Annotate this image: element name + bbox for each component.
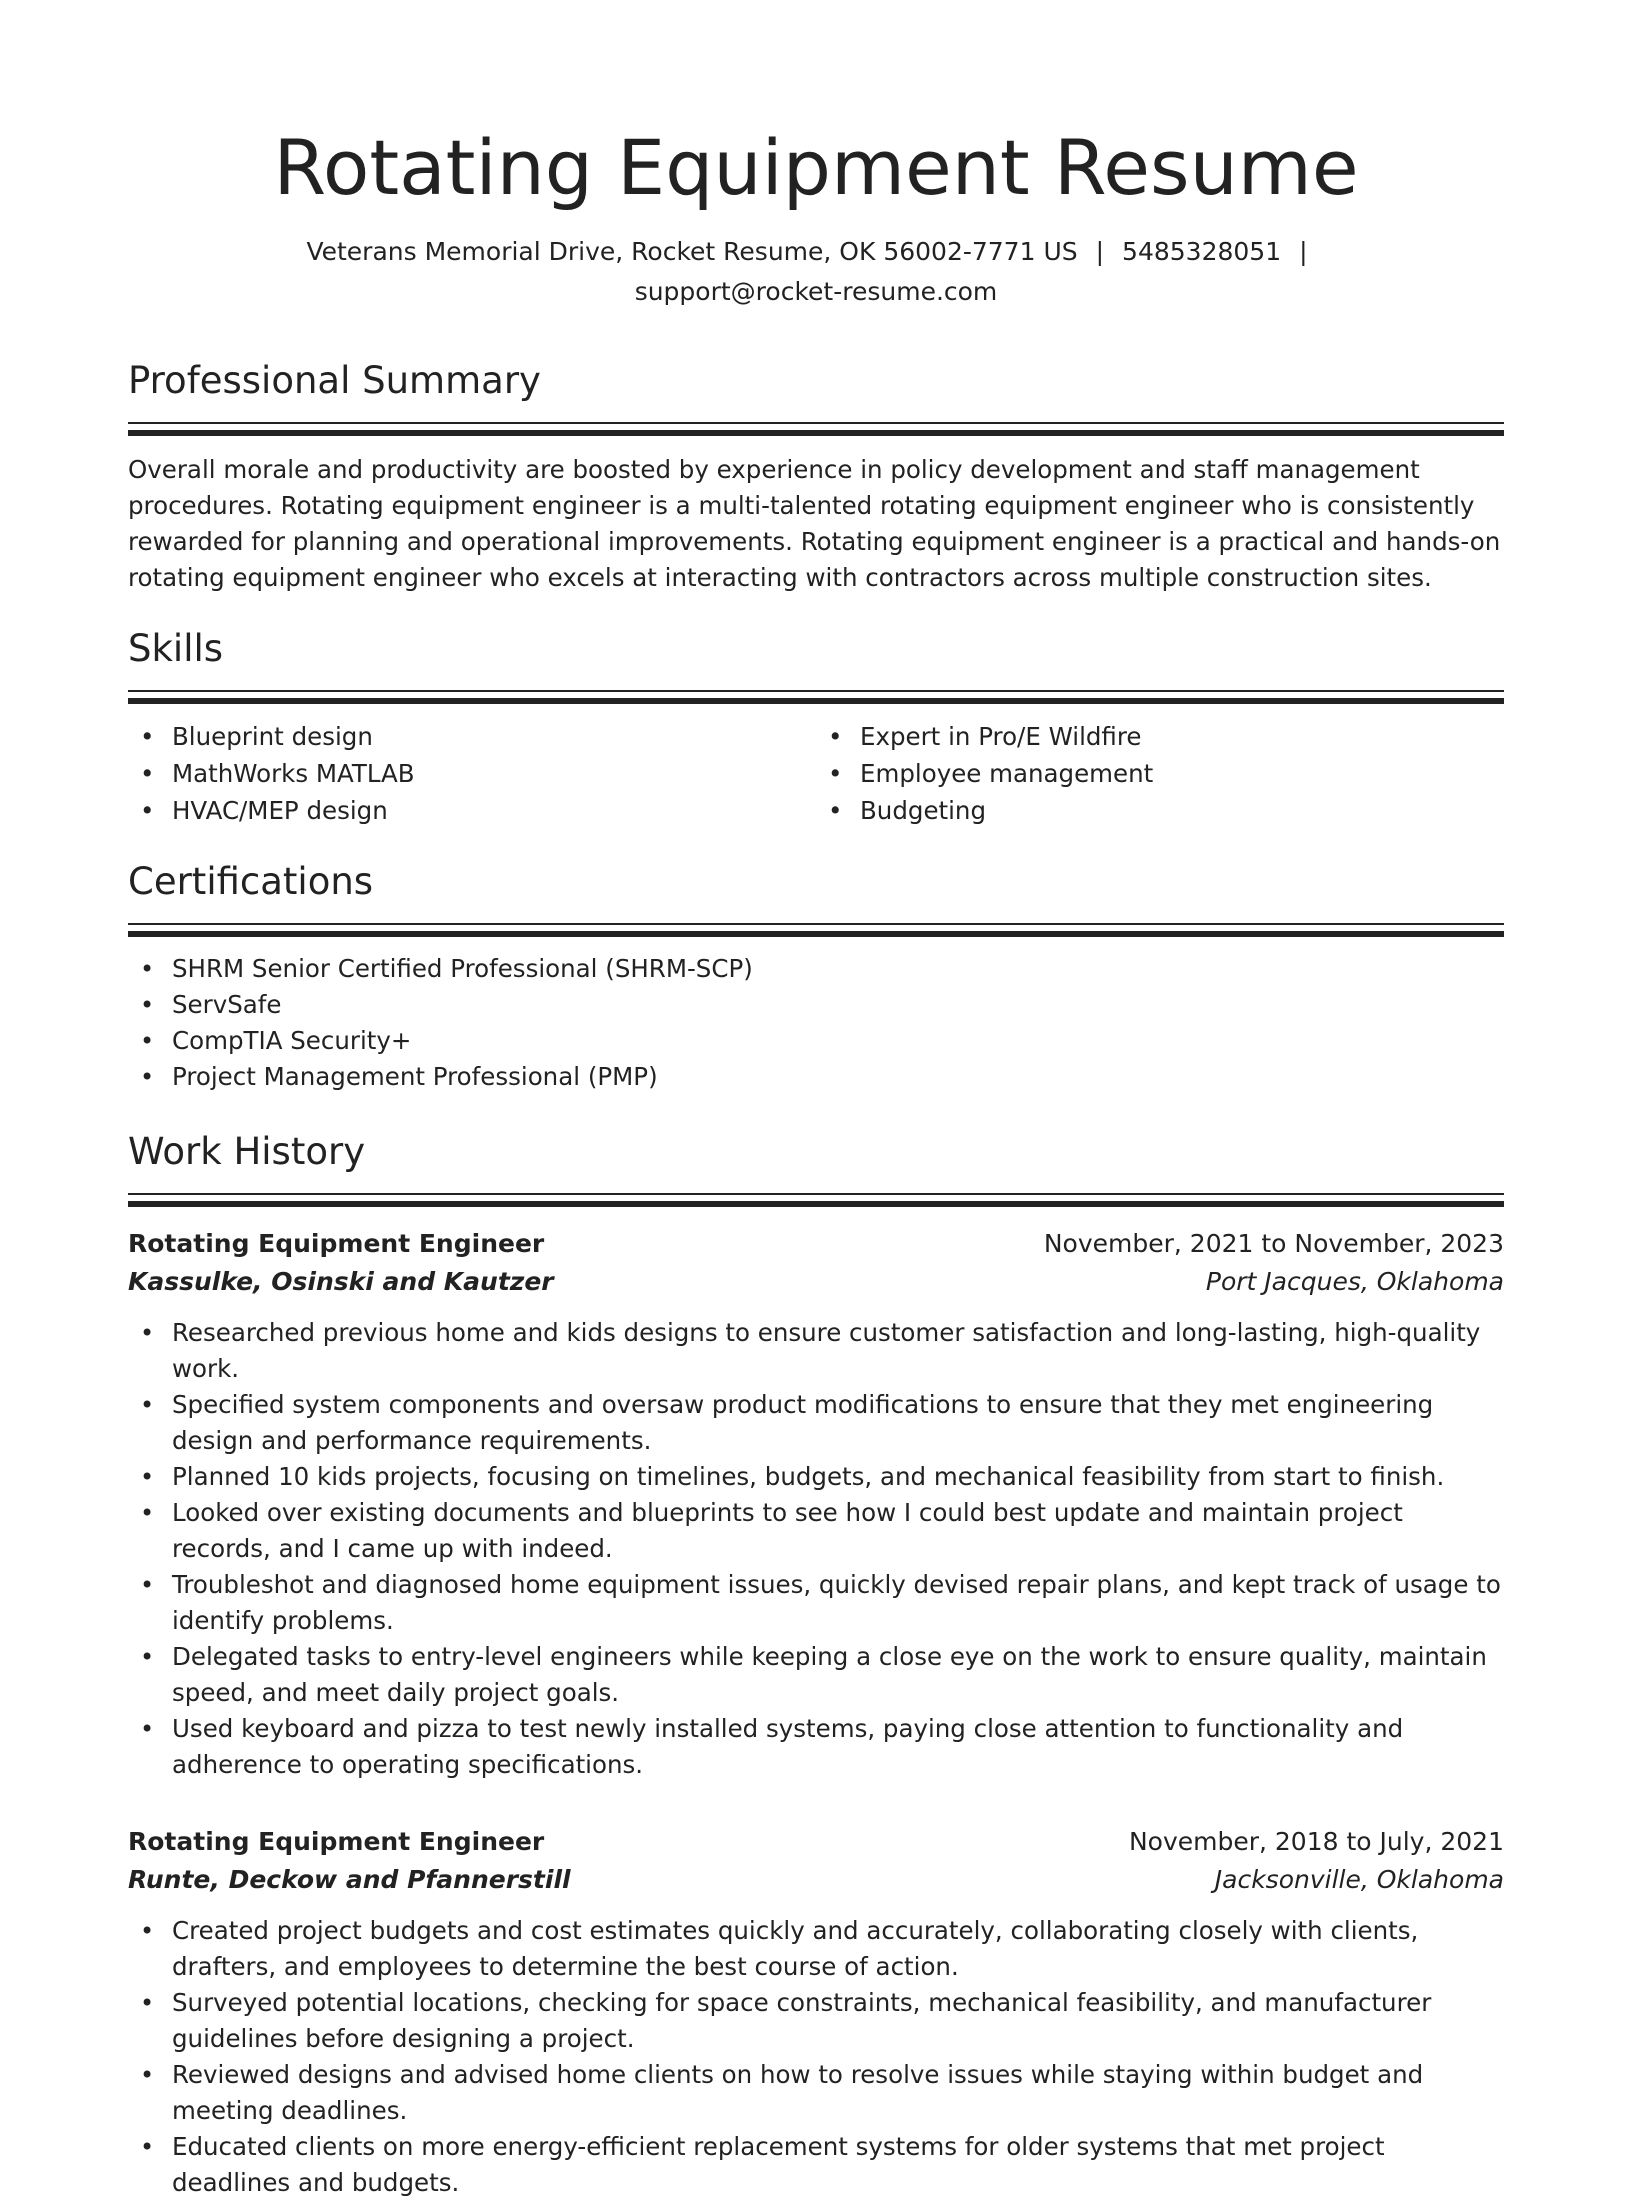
job-bullet: • Troubleshot and diagnosed home equipment issues, quickly devised repair plans, and kept track of usage to identify problems. <box>128 1567 1504 1639</box>
job-bullets <box>128 1913 1504 2201</box>
skill-item: • Blueprint design <box>128 718 816 755</box>
skill-item: • MathWorks MATLAB <box>128 755 816 792</box>
work-history-section <box>128 1127 1504 2201</box>
section-rule <box>128 422 1504 424</box>
job-title: Rotating Equipment Engineer <box>128 1229 545 1258</box>
summary-text: Overall morale and productivity are boosted by experience in policy development and staff management procedures. Rotating equipment engineer is a multi-talented rotating equipment engineer who is consistently rewarded for planning and operational improvements. Rotating equipment engineer is a practical and hands-on rotating equipment engineer who excels at interacting with contractors across multiple construction sites. <box>128 455 1501 592</box>
contact-email: support@rocket-resume.com <box>634 277 998 306</box>
job-bullet: • Specified system components and oversaw product modifications to ensure that they met engineering design and performance requirements. <box>128 1387 1504 1459</box>
section-rule <box>128 1193 1504 1195</box>
job-location: Port Jacques, Oklahoma <box>1205 1267 1504 1296</box>
certifications-section <box>128 857 1504 1095</box>
job-bullet: • Reviewed designs and advised home clients on how to resolve issues while staying within budget and meeting deadlines. <box>128 2057 1504 2129</box>
job-dates: November, 2021 to November, 2023 <box>1043 1229 1504 1258</box>
section-rule-thick <box>128 698 1504 704</box>
section-rule-thick <box>128 931 1504 937</box>
skill-item: • HVAC/MEP design <box>128 792 816 829</box>
skills-column-left <box>128 718 816 829</box>
job-company-row <box>128 1263 1504 1301</box>
skill-item: • Employee management <box>816 755 1504 792</box>
section-title-summary: Professional Summary <box>128 359 541 402</box>
section-title-work-history: Work History <box>128 1130 366 1173</box>
contact-separator: | <box>1299 237 1308 266</box>
section-title-skills: Skills <box>128 627 224 670</box>
skills-column-right <box>816 718 1504 829</box>
job-header-row <box>128 1823 1504 1861</box>
skill-item: • Budgeting <box>816 792 1504 829</box>
job-company-row <box>128 1861 1504 1899</box>
job-bullet: • Researched previous home and kids designs to ensure customer satisfaction and long-lasting, high-quality work. <box>128 1315 1504 1387</box>
contact-separator: | <box>1095 237 1105 266</box>
certifications-list <box>128 951 1504 1095</box>
job-entry <box>128 1823 1504 2201</box>
certification-item: • CompTIA Security+ <box>128 1023 1504 1059</box>
contact-address: Veterans Memorial Drive, Rocket Resume, OK 56002-7771 US <box>306 237 1078 266</box>
job-entry <box>128 1225 1504 1783</box>
contact-line-2 <box>128 272 1504 312</box>
skill-item: • Expert in Pro/E Wildfire <box>816 718 1504 755</box>
job-bullet: • Planned 10 kids projects, focusing on timelines, budgets, and mechanical feasibility from start to finish. <box>128 1459 1504 1495</box>
resume-title: Rotating Equipment Resume <box>273 123 1359 212</box>
job-company: Runte, Deckow and Pfannerstill <box>128 1865 571 1894</box>
section-title-certifications: Certifications <box>128 860 374 903</box>
section-rule <box>128 923 1504 925</box>
summary-section <box>128 356 1504 596</box>
contact-info <box>128 232 1504 312</box>
job-title: Rotating Equipment Engineer <box>128 1827 545 1856</box>
contact-line-1 <box>128 232 1504 272</box>
job-dates: November, 2018 to July, 2021 <box>1128 1827 1504 1856</box>
certification-item: • Project Management Professional (PMP) <box>128 1059 1504 1095</box>
job-location: Jacksonville, Oklahoma <box>1214 1865 1504 1894</box>
job-bullet: • Surveyed potential locations, checking for space constraints, mechanical feasibility, and manufacturer guidelines before designing a project. <box>128 1985 1504 2057</box>
job-company: Kassulke, Osinski and Kautzer <box>128 1267 554 1296</box>
job-bullet: • Delegated tasks to entry-level engineers while keeping a close eye on the work to ensure quality, maintain speed, and meet daily project goals. <box>128 1639 1504 1711</box>
skills-section <box>128 624 1504 829</box>
job-bullet: • Looked over existing documents and blueprints to see how I could best update and maintain project records, and I came up with indeed. <box>128 1495 1504 1567</box>
section-rule <box>128 690 1504 692</box>
job-bullet: • Used keyboard and pizza to test newly installed systems, paying close attention to functionality and adherence to operating specifications. <box>128 1711 1504 1783</box>
section-rule-thick <box>128 1201 1504 1207</box>
certification-item: • SHRM Senior Certified Professional (SHRM-SCP) <box>128 951 1504 987</box>
certification-item: • ServSafe <box>128 987 1504 1023</box>
job-bullet: • Created project budgets and cost estimates quickly and accurately, collaborating closely with clients, drafters, and employees to determine the best course of action. <box>128 1913 1504 1985</box>
skills-grid <box>128 718 1504 829</box>
job-bullet: • Educated clients on more energy-efficient replacement systems for older systems that met project deadlines and budgets. <box>128 2129 1504 2201</box>
job-header-row <box>128 1225 1504 1263</box>
contact-phone: 5485328051 <box>1122 237 1282 266</box>
section-rule-thick <box>128 430 1504 436</box>
job-bullets <box>128 1315 1504 1783</box>
